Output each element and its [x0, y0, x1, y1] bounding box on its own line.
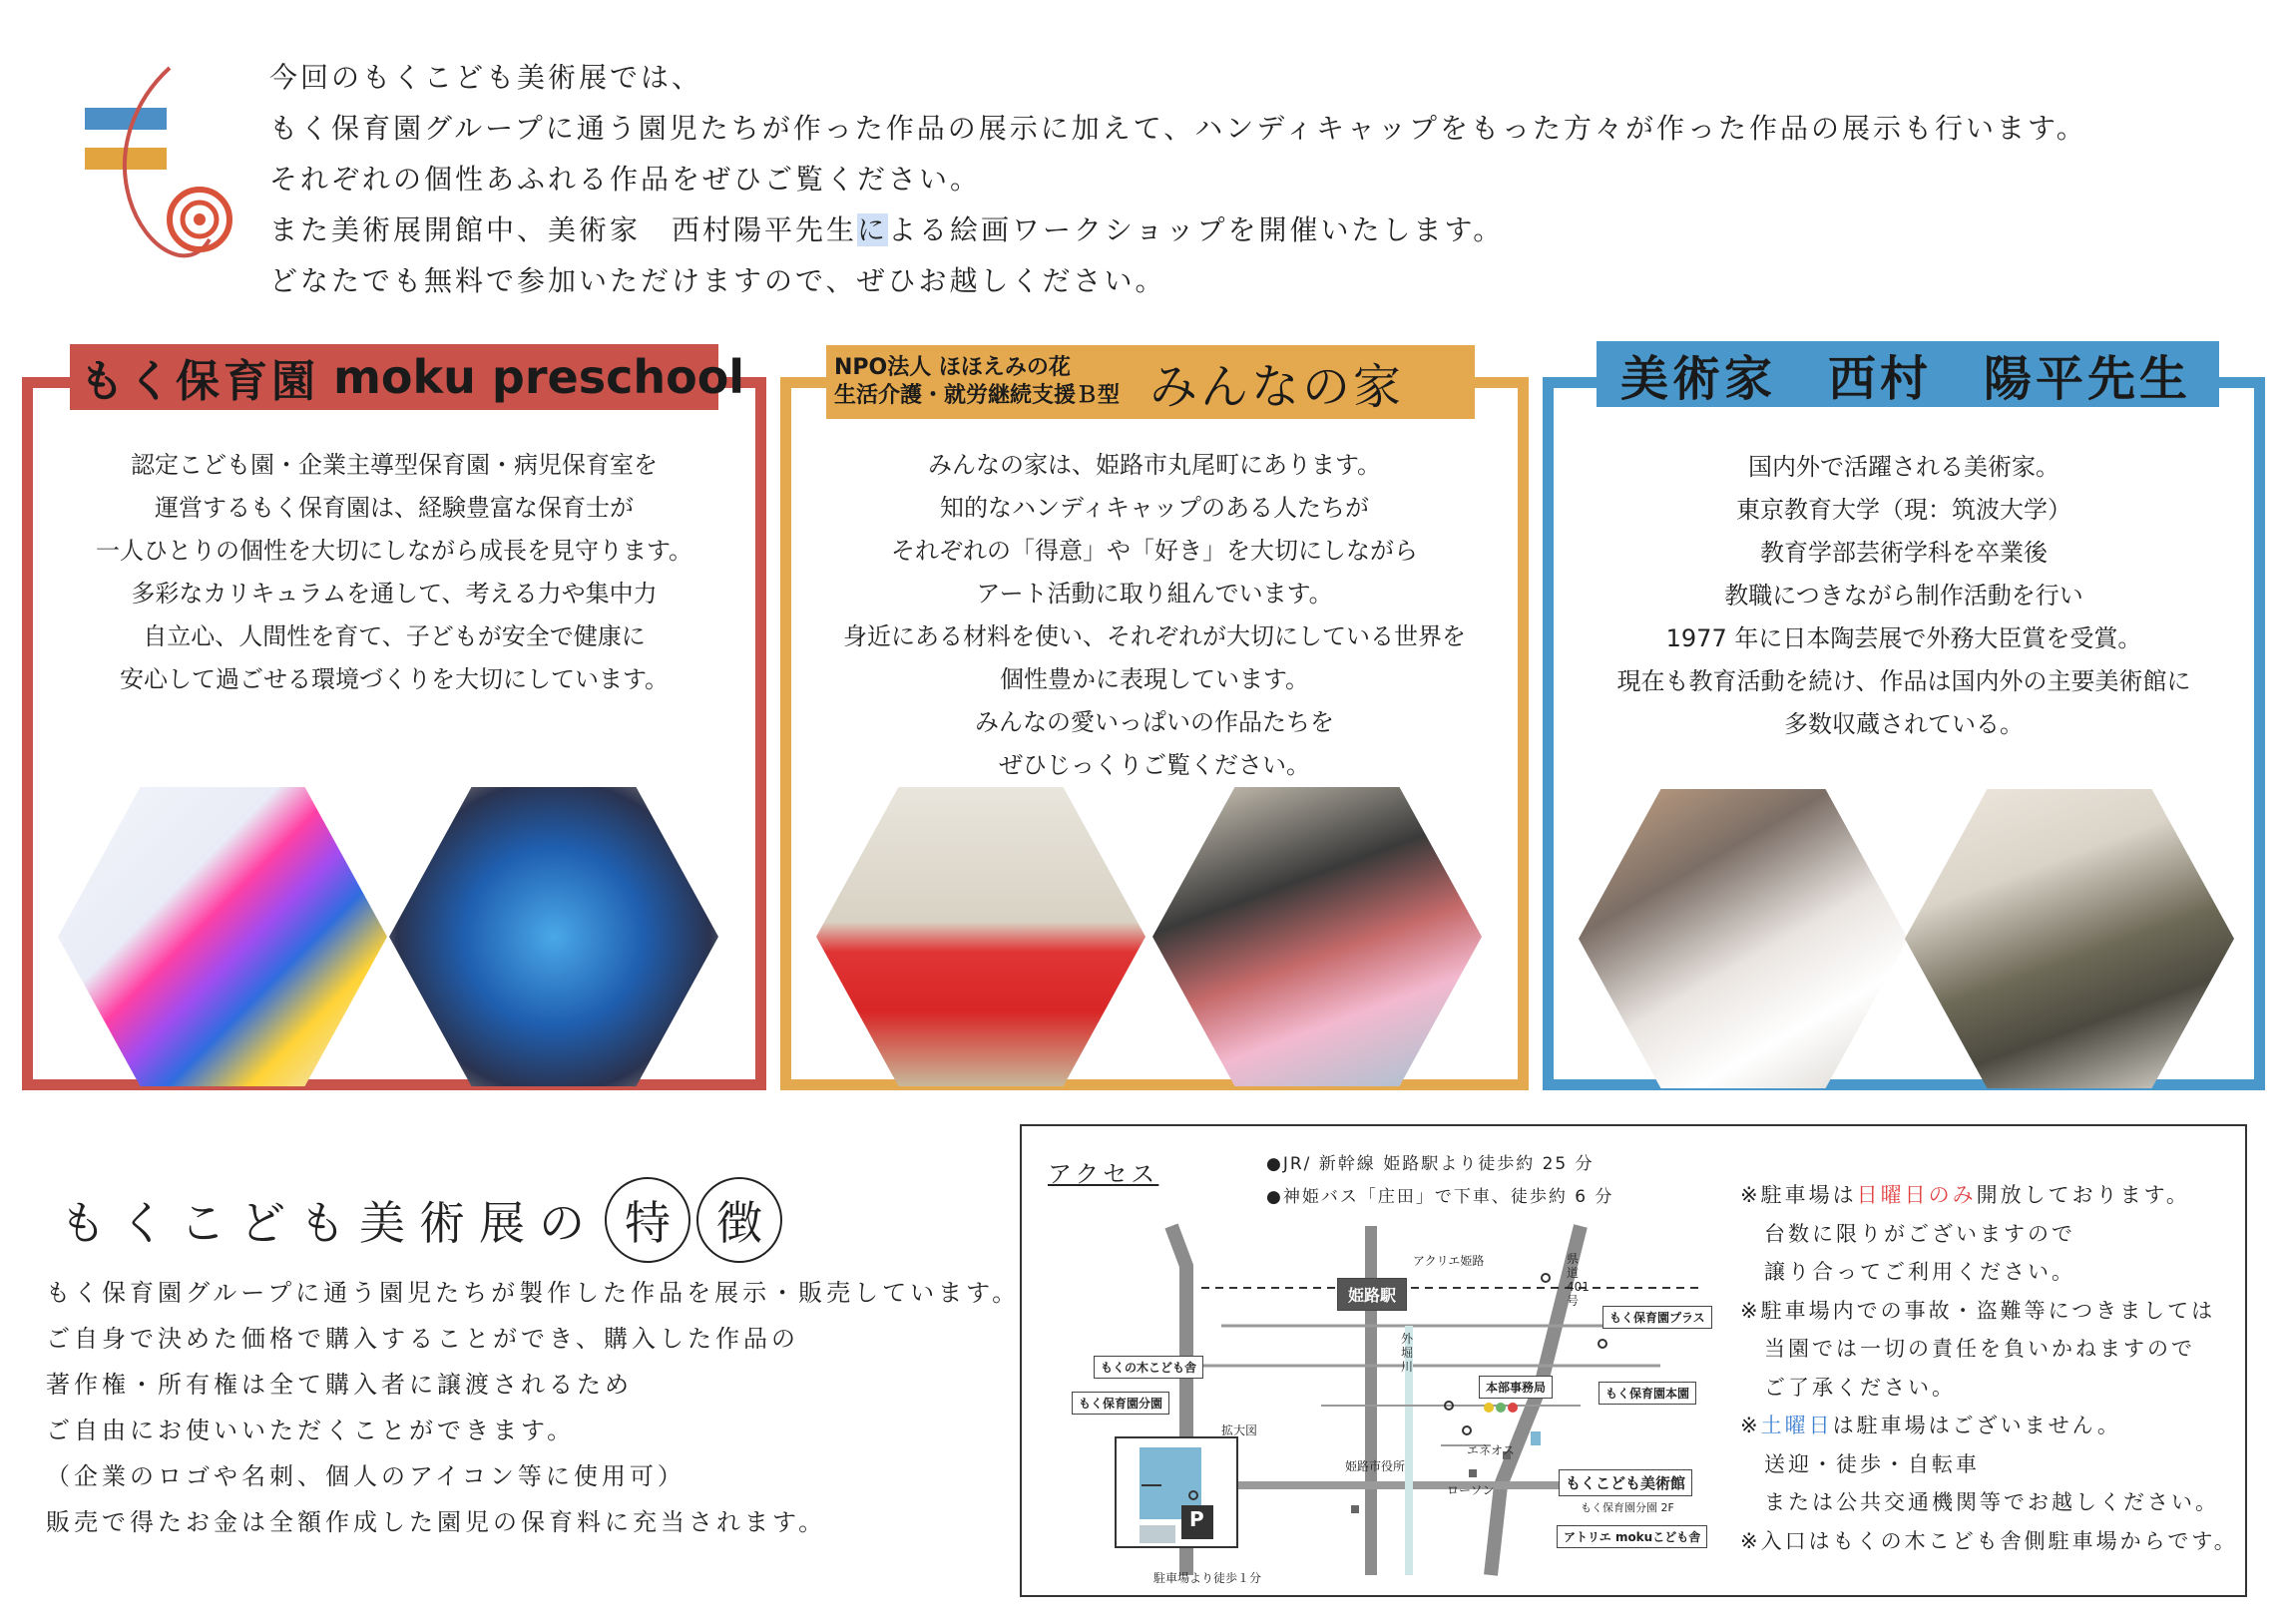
text-selection-highlight: に — [857, 213, 889, 246]
note-text: 開放しております。 — [1976, 1183, 2190, 1207]
logo — [75, 60, 244, 279]
parking-p-label: P — [1189, 1507, 1204, 1531]
intro-line: それぞれの個性あふれる作品をぜひご覧ください。 — [269, 163, 982, 196]
features-heading — [60, 1177, 782, 1263]
nishimura-description — [1554, 446, 2254, 746]
description-line: 自立心、人間性を育て、子どもが安全で健康に — [143, 622, 646, 650]
note-line: ご了承ください。 — [1740, 1375, 1956, 1400]
parking-notes — [1740, 1176, 2238, 1560]
description-line: 一人ひとりの個性を大切にしながら成長を見守ります。 — [95, 537, 693, 565]
features-title-prefix: もくこども美術展の — [60, 1196, 599, 1250]
access-map — [1022, 1206, 1720, 1599]
note-text: は駐車場はございません。 — [1832, 1414, 2121, 1437]
minna-no-ie-title — [826, 345, 1475, 419]
acrie-label: アクリエ姫路 — [1413, 1254, 1485, 1268]
moku-bun-label: もく保育園分園 — [1072, 1392, 1169, 1415]
description-line: 教育学部芸術学科を卒業後 — [1760, 539, 2048, 567]
intro-line: 今回のもくこども美術展では、 — [269, 61, 703, 94]
note-line — [1740, 1176, 2238, 1215]
moku-description — [33, 444, 755, 701]
moku-honen-label: もく保育園本園 — [1599, 1382, 1696, 1405]
description-line: 現在も教育活動を続け、作品は国内外の主要美術館に — [1616, 667, 2191, 695]
note-saturday: 土曜日 — [1760, 1414, 1833, 1437]
circled-char-toku: 特 — [605, 1177, 690, 1263]
museum-label: もくこども美術館 — [1559, 1469, 1692, 1496]
minna-description — [791, 444, 1518, 787]
museum-sub-label: もく保育園分園 2F — [1581, 1501, 1674, 1514]
roller-painting-photo — [1152, 787, 1482, 1086]
intro-text-part: よる絵画ワークショップを開催いたします。 — [888, 213, 1505, 246]
nishimura-title — [1597, 341, 2219, 407]
circled-char-chou: 徴 — [696, 1177, 782, 1263]
description-line: みんなの家は、姫路市丸尾町にあります。 — [927, 451, 1382, 479]
shiyakusho-label: 姫路市役所 — [1345, 1459, 1406, 1473]
features-line: 販売で得たお金は全額作成した園児の保育料に充当されます。 — [46, 1508, 827, 1536]
note-text: ※ — [1740, 1414, 1761, 1437]
note-text: ※駐車場は — [1740, 1183, 1857, 1207]
artist-portrait-photo — [1905, 789, 2234, 1088]
children-painting-photo — [58, 787, 387, 1086]
route401-label: 県道401号 — [1567, 1252, 1590, 1308]
children-hand-painting-photo — [389, 787, 718, 1086]
note-line: 当園では一切の責任を負いかねますので — [1740, 1337, 2195, 1361]
title-npo: NPO法人 ほほえみの花 — [834, 355, 1071, 380]
lawson-label: ローソン — [1447, 1483, 1495, 1497]
intro-line — [269, 204, 2215, 255]
eneos-label: エネオス — [1467, 1443, 1515, 1457]
note-line: 送迎・徒歩・自転車 — [1740, 1451, 1980, 1476]
description-line: 教職につきながら制作活動を行い — [1724, 582, 2083, 609]
himeji-station-label: 姫路駅 — [1337, 1278, 1407, 1311]
features-line: もく保育園グループに通う園児たちが製作した作品を展示・販売しています。 — [46, 1279, 1021, 1307]
features-line: （企業のロゴや名刺、個人のアイコン等に使用可） — [46, 1462, 686, 1490]
title-text: 美術家 西村 陽平先生 — [1620, 350, 2192, 407]
description-line: 安心して過ごせる環境づくりを大切にしています。 — [119, 665, 670, 693]
intro-line: どなたでも無料で参加いただけますので、ぜひお越しください。 — [269, 264, 1166, 297]
red-table-painting-photo — [816, 787, 1145, 1086]
title-service: 生活介護・就労継続支援Ｂ型 — [834, 383, 1121, 408]
description-line: 認定こども園・企業主導型保育園・病児保育室を — [131, 451, 658, 479]
access-heading — [1048, 1154, 1158, 1189]
description-line: ぜひじっくりご覧ください。 — [999, 751, 1310, 779]
features-line: 著作権・所有権は全て購入者に譲渡されるため — [46, 1371, 633, 1399]
description-line: 東京教育大学（現：筑波大学） — [1736, 496, 2071, 524]
description-line: 個性豊かに表現しています。 — [999, 665, 1310, 693]
description-line: 知的なハンディキャップのある人たちが — [939, 494, 1370, 522]
access-heading-text: アクセス — [1048, 1160, 1159, 1188]
title-big: みんなの家 — [1149, 358, 1405, 415]
access-box — [1020, 1124, 2247, 1597]
kakudai-label: 拡大図 — [1221, 1423, 1258, 1437]
note-line: 台数に限りがございますので — [1740, 1221, 2075, 1246]
nishimura-panel — [1543, 377, 2265, 1090]
description-line: 運営するもく保育園は、経験豊富な保育士が — [155, 494, 634, 522]
parking-walk-label: 駐車場より徒歩１分 — [1153, 1571, 1262, 1585]
honbu-label: 本部事務局 — [1479, 1376, 1553, 1399]
description-line: 多彩なカリキュラムを通して、考える力や集中力 — [131, 580, 658, 608]
description-line: 身近にある材料を使い、それぞれが大切にしている世界を — [843, 622, 1466, 650]
route-bus: ●神姫バス「庄田」で下車、徒歩約 6 分 — [1266, 1187, 1614, 1207]
intro-line: もく保育園グループに通う園児たちが作った作品の展示に加えて、ハンディキャップをもった方々が作った作品の展示も行います。 — [269, 112, 2087, 145]
title-en: moku preschool — [333, 350, 745, 404]
features-text — [46, 1270, 1020, 1545]
moku-preschool-panel — [22, 377, 766, 1090]
description-line: 多数収蔵されている。 — [1784, 710, 2024, 738]
note-sunday: 日曜日のみ — [1856, 1183, 1977, 1207]
description-line: アート活動に取り組んでいます。 — [976, 580, 1333, 608]
description-line: 国内外で活躍される美術家。 — [1748, 453, 2059, 481]
note-line: ※駐車場内での事故・盗難等につきましては — [1740, 1298, 2216, 1323]
moku-preschool-title — [70, 344, 745, 410]
description-line: 1977 年に日本陶芸展で外務大臣賞を受賞。 — [1665, 624, 2142, 652]
mokunoki-label: もくの木こども舎 — [1094, 1356, 1203, 1379]
intro-text — [269, 52, 2215, 306]
features-line: ご自身で決めた価格で購入することができ、購入した作品の — [46, 1325, 800, 1353]
minna-no-ie-panel — [780, 377, 1529, 1090]
route-jr: ●JR/ 新幹線 姫路駅より徒歩約 25 分 — [1266, 1154, 1595, 1174]
note-line: ※入口はもくの木こども舎側駐車場からです。 — [1740, 1528, 2238, 1553]
title-jp: もく保育園 — [80, 356, 319, 407]
note-line: 譲り合ってご利用ください。 — [1740, 1260, 2075, 1284]
intro-text-part: また美術展開館中、美術家 西村陽平先生 — [269, 213, 858, 246]
features-line: ご自由にお使いいただくことができます。 — [46, 1417, 576, 1444]
workshop-child-photo — [1579, 789, 1908, 1088]
description-line: それぞれの「得意」や「好き」を大切にしながら — [891, 537, 1418, 565]
note-line — [1740, 1407, 2238, 1445]
description-line: みんなの愛いっぱいの作品たちを — [975, 708, 1334, 736]
sotobori-label: 外堀川 — [1401, 1332, 1414, 1374]
note-line: または公共交通機関等でお越しください。 — [1740, 1490, 2219, 1514]
atelier-label: アトリエ mokuこども舎 — [1557, 1525, 1707, 1548]
moku-plus-label: もく保育園プラス — [1602, 1306, 1712, 1329]
